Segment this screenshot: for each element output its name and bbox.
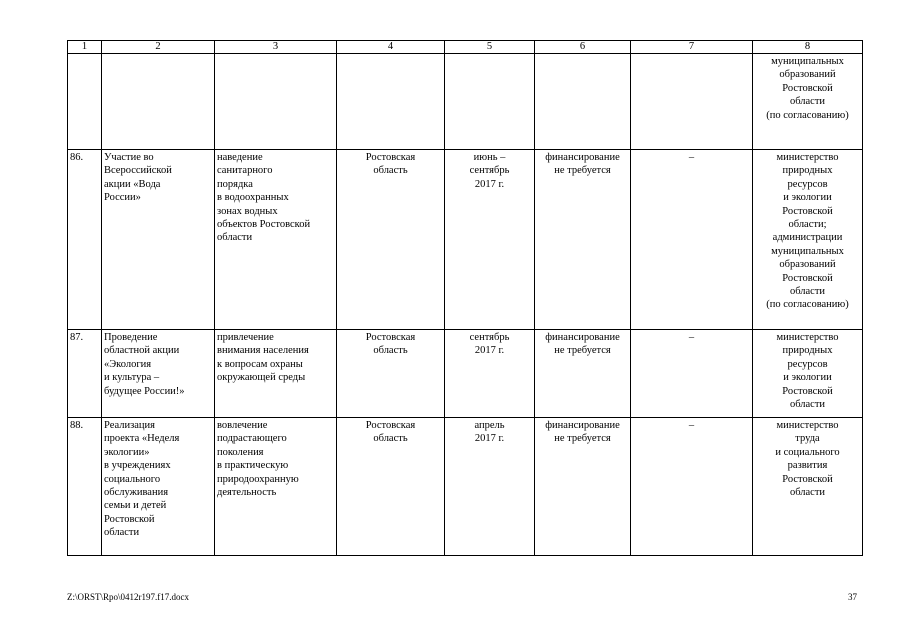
event-cell: Реализация проекта «Неделя экологии» в учреждениях социального обслуживания семьи и детей Ростовской области bbox=[102, 418, 215, 556]
goal-cell: привлечение внимания населения к вопросам охраны окружающей среды bbox=[215, 330, 337, 418]
header-cell: 6 bbox=[535, 41, 631, 54]
goal-cell: вовлечение подрастающего поколения в практическую природоохранную деятельность bbox=[215, 418, 337, 556]
responsible-cell: министерство природных ресурсов и экологии Ростовской области; администрации муниципальных образований Ростовской области (по согласованию) bbox=[753, 150, 863, 330]
column-7-cell bbox=[631, 54, 753, 150]
funding-cell: финансирование не требуется bbox=[535, 150, 631, 330]
funding-cell bbox=[535, 54, 631, 150]
plan-table bbox=[67, 40, 863, 556]
document-file-path: Z:\ORST\Rpo\0412r197.f17.docx bbox=[67, 592, 189, 602]
header-cell: 4 bbox=[337, 41, 445, 54]
event-cell: Участие во Всероссийской акции «Вода России» bbox=[102, 150, 215, 330]
responsible-cell: министерство природных ресурсов и экологии Ростовской области bbox=[753, 330, 863, 418]
goal-cell bbox=[215, 54, 337, 150]
row-number-cell: 86. bbox=[68, 150, 102, 330]
table-row bbox=[68, 150, 863, 330]
column-7-cell: – bbox=[631, 330, 753, 418]
row-number-cell bbox=[68, 54, 102, 150]
territory-cell: Ростовская область bbox=[337, 150, 445, 330]
event-cell: Проведение областной акции «Экология и культура – будущее России!» bbox=[102, 330, 215, 418]
territory-cell bbox=[337, 54, 445, 150]
funding-cell: финансирование не требуется bbox=[535, 418, 631, 556]
goal-cell: наведение санитарного порядка в водоохранных зонах водных объектов Ростовской области bbox=[215, 150, 337, 330]
row-number-cell: 87. bbox=[68, 330, 102, 418]
table-row bbox=[68, 54, 863, 150]
column-7-cell: – bbox=[631, 418, 753, 556]
page-number: 37 bbox=[848, 592, 857, 602]
period-cell bbox=[445, 54, 535, 150]
table-row bbox=[68, 330, 863, 418]
period-cell: апрель 2017 г. bbox=[445, 418, 535, 556]
header-cell: 3 bbox=[215, 41, 337, 54]
table-row bbox=[68, 418, 863, 556]
responsible-cell: муниципальных образований Ростовской области (по согласованию) bbox=[753, 54, 863, 150]
header-cell: 7 bbox=[631, 41, 753, 54]
header-cell: 5 bbox=[445, 41, 535, 54]
header-cell: 2 bbox=[102, 41, 215, 54]
event-cell bbox=[102, 54, 215, 150]
header-row bbox=[68, 41, 863, 54]
territory-cell: Ростовская область bbox=[337, 330, 445, 418]
column-7-cell: – bbox=[631, 150, 753, 330]
header-cell: 1 bbox=[68, 41, 102, 54]
funding-cell: финансирование не требуется bbox=[535, 330, 631, 418]
responsible-cell: министерство труда и социального развития Ростовской области bbox=[753, 418, 863, 556]
territory-cell: Ростовская область bbox=[337, 418, 445, 556]
period-cell: сентябрь 2017 г. bbox=[445, 330, 535, 418]
period-cell: июнь – сентябрь 2017 г. bbox=[445, 150, 535, 330]
header-cell: 8 bbox=[753, 41, 863, 54]
row-number-cell: 88. bbox=[68, 418, 102, 556]
